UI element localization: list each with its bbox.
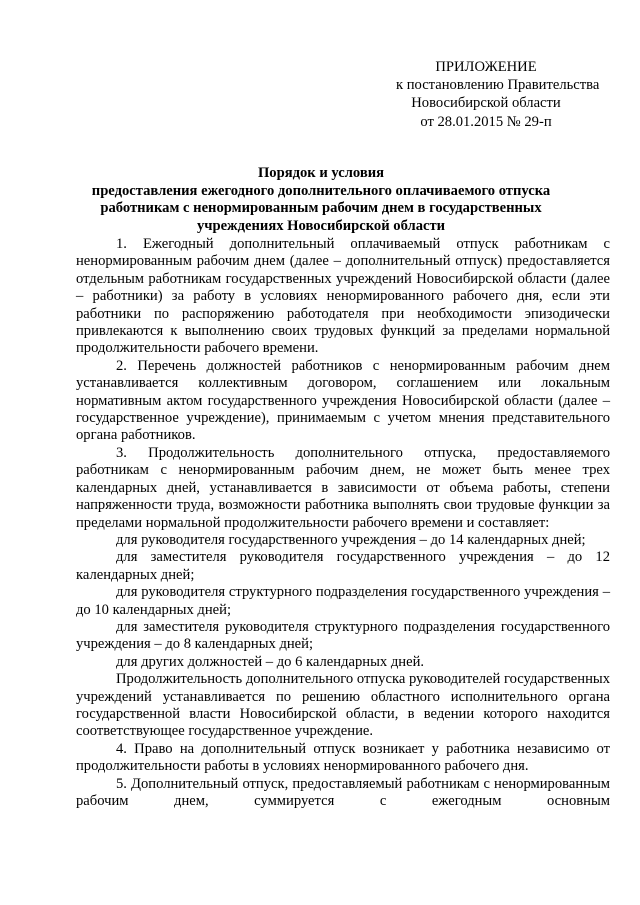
title-line-1: Порядок и условия bbox=[257, 165, 385, 181]
list-item-deputy-head: для заместителя руководителя государственного учреждения – до 12 календарных дней; bbox=[76, 549, 610, 583]
paragraph-3: 3. Продолжительность дополнительного отпуска, предоставляемого работникам с ненормированным рабочим днем, не может быть менее трех календарных дней, устанавливается в зависимости от объема работы, степени напряженности труда, возможности работника выполнять свои трудовые функции за пределами нормальной продолжительности рабочего времени и составляет: bbox=[76, 444, 610, 531]
paragraph-1: 1. Ежегодный дополнительный оплачиваемый отпуск работникам с ненормированным рабочим днем (далее – дополнительный отпуск) предоставляется отдельным работникам государственных учреждений Новосибирской области (далее – работники) за работу в условиях ненормированного рабочего дня, если эти работники по распоряжению работодателя при необходимости эпизодически привлекаются к выполнению своих трудовых функций за пределами нормальной продолжительности рабочего времени. bbox=[76, 236, 610, 357]
paragraph-2: 2. Перечень должностей работников с ненормированным рабочим днем устанавливается коллективным договором, соглашением или локальным нормативным актом государственного учреждения Новосибирской области (далее – государственное учреждение), принимаемым с учетом мнения представительного органа работников. bbox=[76, 357, 610, 444]
paragraph-5: 5. Дополнительный отпуск, предоставляемый работникам с ненормированным рабочим днем, суммируется с ежегодным основным bbox=[76, 775, 610, 809]
appendix-resolution-line: к постановлению Правительства bbox=[396, 77, 600, 94]
paragraph-4: 4. Право на дополнительный отпуск возникает у работника независимо от продолжительности работы в условиях ненормированного рабочего дня. bbox=[76, 740, 610, 775]
appendix-region-line: Новосибирской области bbox=[411, 95, 561, 112]
title-line-4: учреждениях Новосибирской области bbox=[196, 217, 446, 234]
list-item-other: для других должностей – до 6 календарных дней. bbox=[116, 653, 425, 670]
appendix-label: ПРИЛОЖЕНИЕ bbox=[435, 59, 537, 75]
title-line-3: работникам с ненормированным рабочим днем в государственных bbox=[100, 200, 542, 216]
list-item-head: для руководителя государственного учреждения – до 14 календарных дней; bbox=[116, 531, 586, 548]
document-title bbox=[66, 165, 576, 235]
document-body bbox=[76, 236, 610, 810]
paragraph-3-continuation: Продолжительность дополнительного отпуска руководителей государственных учреждений устанавливается по решению областного исполнительного органа государственной власти Новосибирской области, в ведении которого находится соответствующее государственное учреждение. bbox=[76, 671, 610, 740]
title-line-2: предоставления ежегодного дополнительного оплачиваемого отпуска bbox=[91, 182, 551, 199]
list-item-unit-head: для руководителя структурного подразделения государственного учреждения – до 10 календарных дней; bbox=[76, 584, 610, 618]
appendix-header bbox=[396, 58, 600, 131]
appendix-date-number-line: от 28.01.2015 № 29-п bbox=[420, 113, 552, 130]
list-item-unit-deputy: для заместителя руководителя структурного подразделения государственного учреждения – до 8 календарных дней; bbox=[76, 618, 610, 653]
